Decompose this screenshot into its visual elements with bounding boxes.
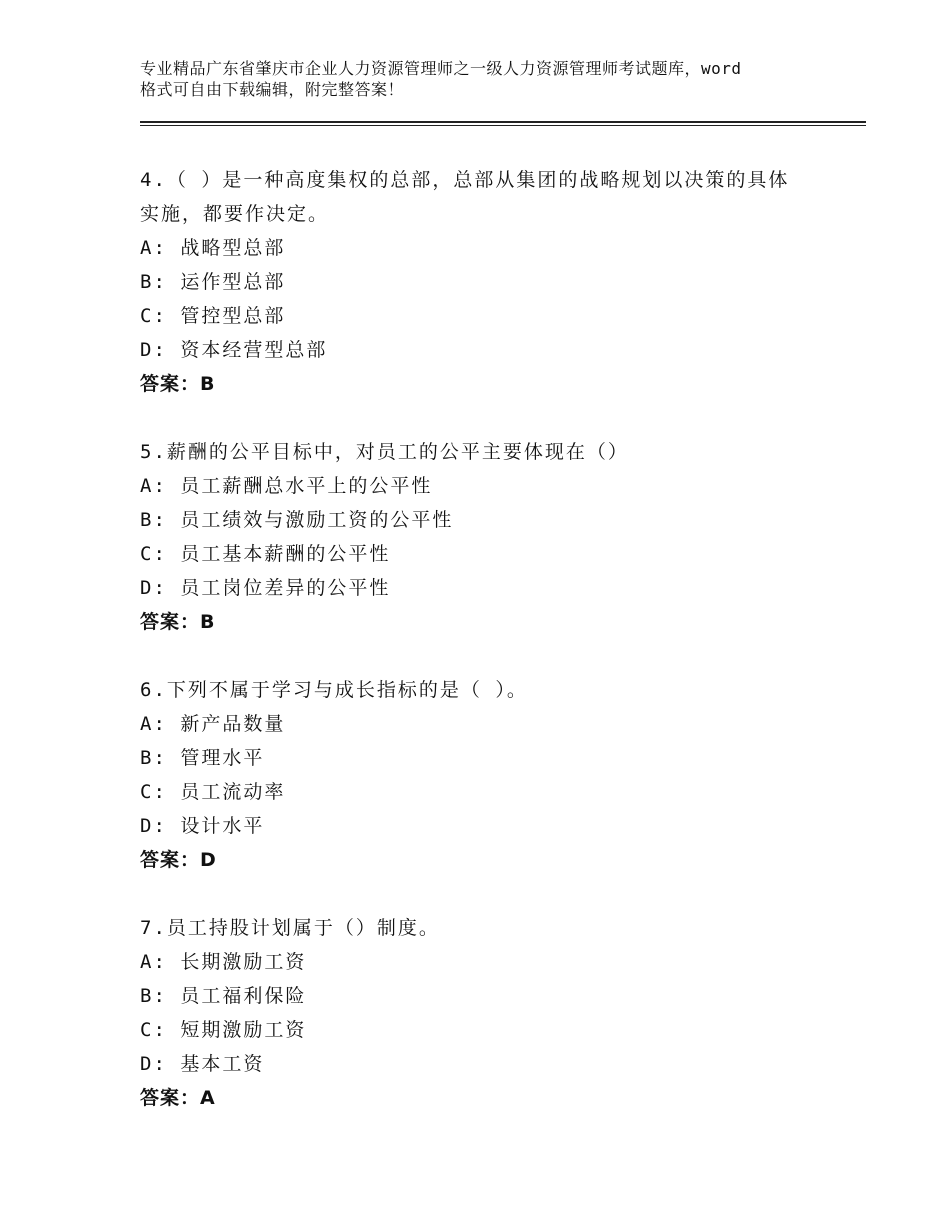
question-stem-continued: 实施，都要作决定。 (140, 203, 330, 225)
answer: 答案：B (140, 373, 216, 395)
header-divider-thick (140, 121, 866, 123)
option-d: D: 设计水平 (140, 815, 265, 837)
option-b: B: 员工福利保险 (140, 985, 307, 1007)
question-7 (140, 911, 840, 1115)
question-stem: 6.下列不属于学习与成长指标的是（ ）。 (140, 679, 528, 701)
option-c: C: 短期激励工资 (140, 1019, 307, 1041)
question-6 (140, 673, 840, 877)
question-4 (140, 163, 840, 401)
option-a: A: 战略型总部 (140, 237, 286, 259)
option-d: D: 员工岗位差异的公平性 (140, 577, 391, 599)
answer: 答案：B (140, 611, 216, 633)
option-a: A: 长期激励工资 (140, 951, 307, 973)
header-line-2: 格式可自由下载编辑，附完整答案！ (140, 80, 405, 99)
question-stem: 5.薪酬的公平目标中，对员工的公平主要体现在（） (140, 441, 629, 463)
option-a: A: 员工薪酬总水平上的公平性 (140, 475, 433, 497)
option-b: B: 员工绩效与激励工资的公平性 (140, 509, 454, 531)
header-divider-thin (140, 125, 866, 126)
option-c: C: 员工流动率 (140, 781, 286, 803)
option-c: C: 管控型总部 (140, 305, 286, 327)
question-stem: 7.员工持股计划属于（）制度。 (140, 917, 440, 939)
option-c: C: 员工基本薪酬的公平性 (140, 543, 391, 565)
answer: 答案：D (140, 849, 217, 871)
answer: 答案：A (140, 1087, 216, 1109)
option-b: B: 运作型总部 (140, 271, 286, 293)
question-stem: 4.（ ）是一种高度集权的总部，总部从集团的战略规划以决策的具体 (140, 169, 790, 191)
question-list (140, 163, 840, 1149)
header-line-1: 专业精品广东省肇庆市企业人力资源管理师之一级人力资源管理师考试题库，word (140, 59, 742, 78)
option-d: D: 基本工资 (140, 1053, 265, 1075)
question-5 (140, 435, 840, 639)
document-header (140, 58, 840, 100)
option-d: D: 资本经营型总部 (140, 339, 328, 361)
option-a: A: 新产品数量 (140, 713, 286, 735)
option-b: B: 管理水平 (140, 747, 265, 769)
